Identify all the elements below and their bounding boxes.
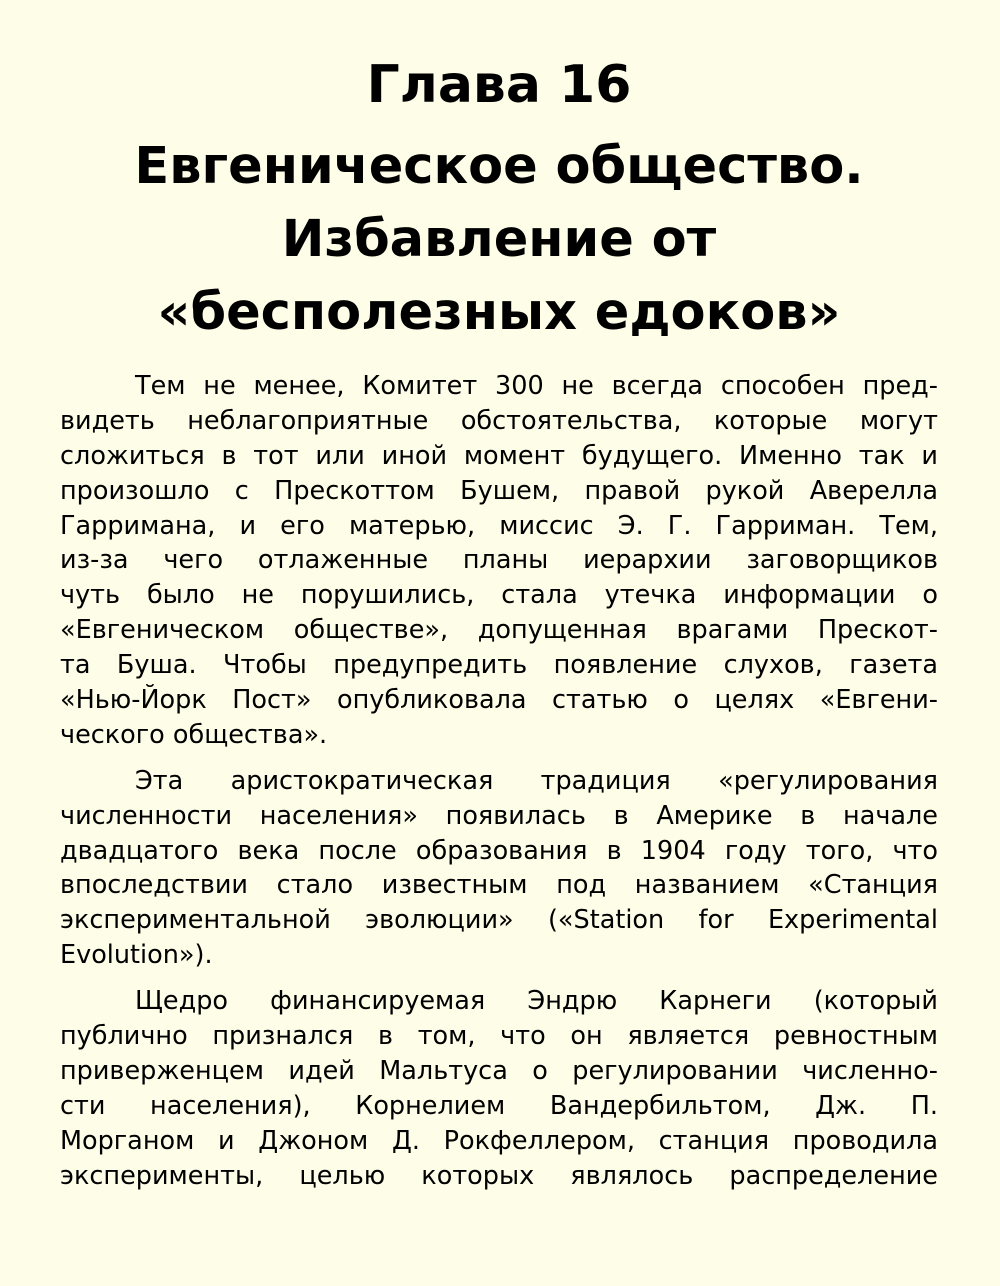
text-line: «Нью-Йорк Пост» опубликовала статью о целях «Евгени-	[60, 685, 938, 716]
text-line: Тем не менее, Комитет 300 не всегда способен пред-	[135, 371, 938, 401]
chapter-title-line: Избавление от	[281, 210, 717, 269]
text-line: та Буша. Чтобы предупредить появление слухов, газета	[60, 650, 938, 681]
text-line: сти населения), Корнелием Вандербильтом, Дж. П.	[60, 1090, 938, 1121]
paragraph	[60, 369, 938, 753]
book-page	[60, 52, 938, 1193]
text-line: двадцатого века после образования в 1904 году того, что	[60, 835, 938, 866]
chapter-heading: Глава 16	[366, 55, 632, 115]
text-line: публично признался в том, что он является ревностным	[60, 1021, 938, 1052]
chapter-title-line: «бесполезных едоков»	[157, 283, 841, 342]
text-line: видеть неблагоприятные обстоятельства, которые могут	[60, 405, 938, 436]
chapter-title	[60, 130, 938, 349]
text-line: Evolution»).	[60, 940, 213, 971]
paragraph	[60, 984, 938, 1193]
text-line: экспериментальной эволюции» («Station for Experimental	[60, 905, 938, 936]
text-line: эксперименты, целью которых являлось распределение	[60, 1160, 938, 1191]
paragraph	[60, 764, 938, 973]
text-line: произошло с Прескоттом Бушем, правой рукой Аверелла	[60, 475, 938, 506]
text-line: численности населения» появилась в Америке в начале	[60, 800, 938, 831]
text-line: приверженцем идей Мальтуса о регулировании численно-	[60, 1055, 938, 1086]
text-line: Гарримана, и его матерью, миссис Э. Г. Гарриман. Тем,	[60, 510, 938, 541]
text-line: впоследствии стало известным под названием «Станция	[60, 870, 938, 901]
text-line: ческого общества».	[60, 719, 328, 750]
text-line: Щедро финансируемая Эндрю Карнеги (который	[135, 986, 938, 1017]
chapter-title-line: Евгеническое общество.	[134, 137, 864, 196]
text-line: «Евгеническом обществе», допущенная врагами Прескот-	[60, 615, 938, 646]
text-line: Эта аристократическая традиция «регулирования	[135, 765, 938, 796]
text-line: сложиться в тот или иной момент будущего. Именно так и	[60, 440, 938, 471]
text-line: Морганом и Джоном Д. Рокфеллером, станция проводила	[60, 1125, 938, 1156]
text-line: из-за чего отлаженные планы иерархии заговорщиков	[60, 545, 938, 576]
text-line: чуть было не порушились, стала утечка информации о	[60, 580, 938, 611]
